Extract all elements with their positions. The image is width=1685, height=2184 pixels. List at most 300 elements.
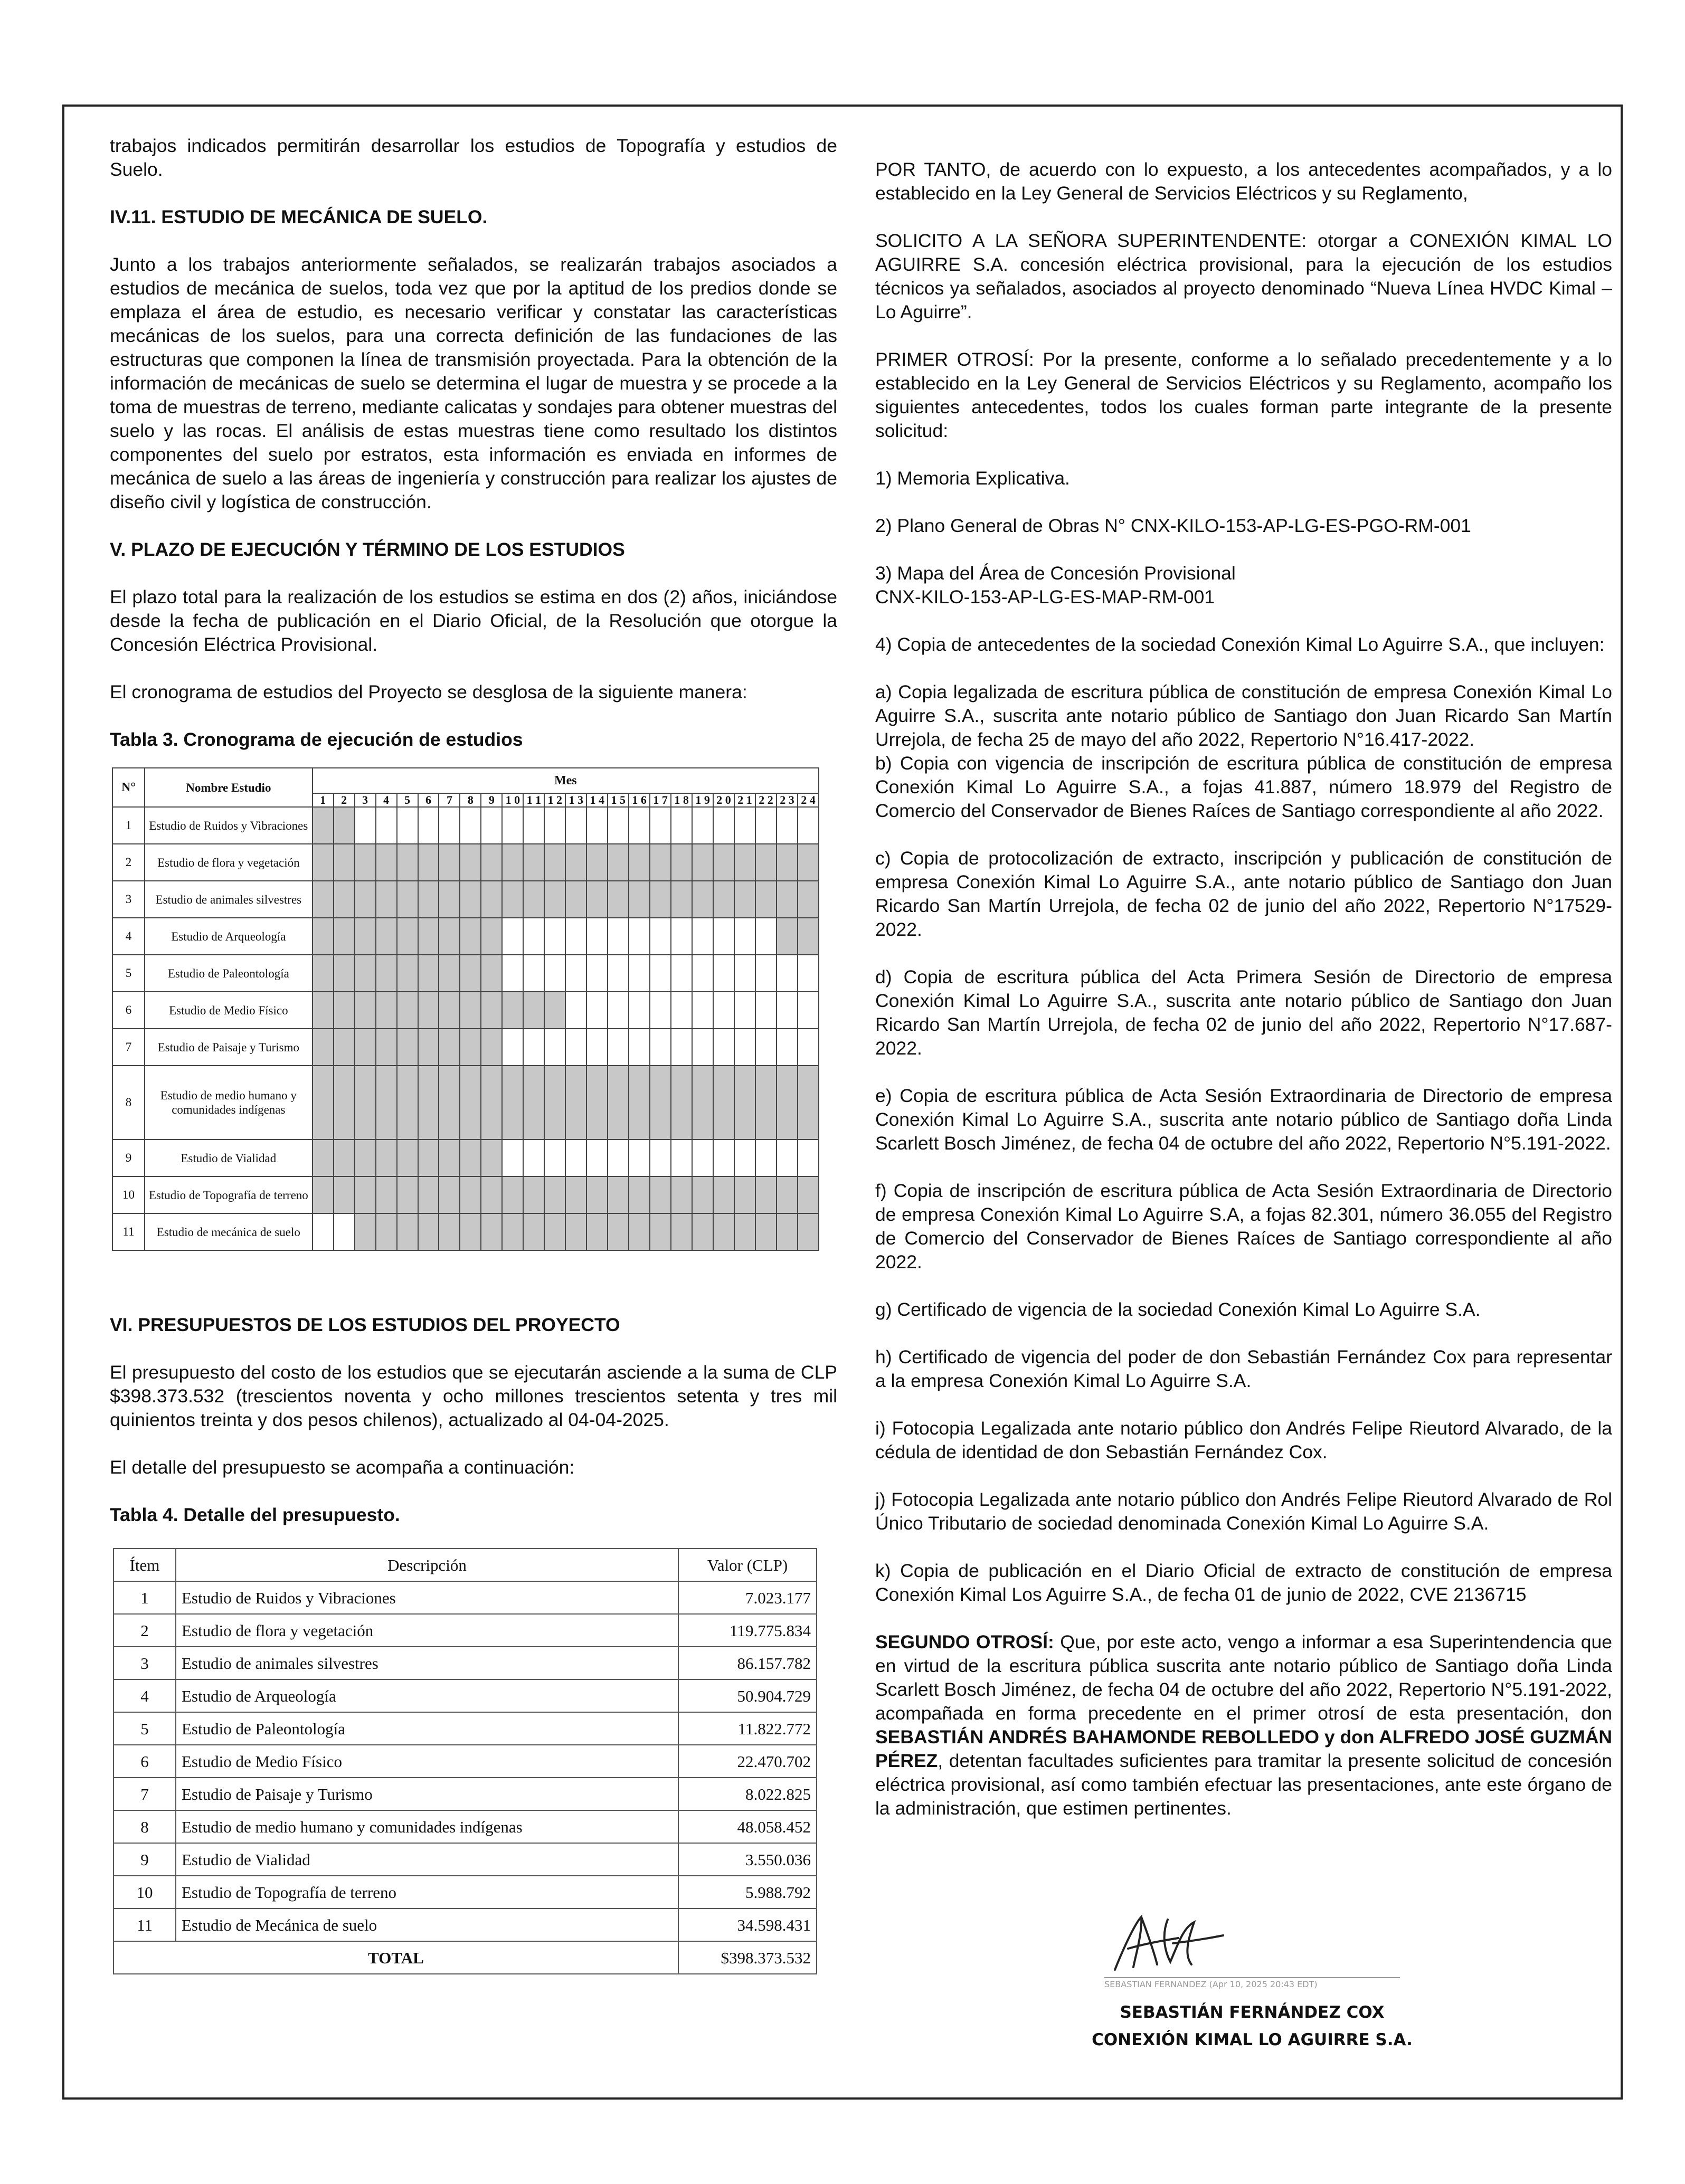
budget-item-number: 5 bbox=[113, 1712, 176, 1745]
schedule-cell-empty bbox=[777, 992, 798, 1029]
schedule-cell-active bbox=[439, 844, 460, 881]
section-heading-vi: VI. PRESUPUESTOS DE LOS ESTUDIOS DEL PROYECTO bbox=[110, 1314, 620, 1335]
schedule-row-number: 3 bbox=[112, 881, 145, 918]
schedule-cell-active bbox=[439, 1213, 460, 1250]
schedule-month-header: 1 0 bbox=[502, 793, 523, 807]
schedule-cell-active bbox=[544, 1066, 565, 1140]
schedule-row bbox=[112, 1176, 819, 1213]
schedule-month-header: 2 3 bbox=[777, 793, 798, 807]
schedule-cell-active bbox=[313, 992, 334, 1029]
schedule-cell-empty bbox=[565, 807, 586, 844]
schedule-row bbox=[112, 992, 819, 1029]
schedule-month-header: 8 bbox=[460, 793, 481, 807]
schedule-cell-active bbox=[376, 1140, 397, 1176]
schedule-cell-active bbox=[418, 881, 439, 918]
schedule-cell-active bbox=[313, 807, 334, 844]
schedule-cell-empty bbox=[777, 807, 798, 844]
schedule-cell-active bbox=[565, 844, 586, 881]
schedule-col-mes: Mes bbox=[313, 768, 819, 793]
schedule-cell-active bbox=[523, 1176, 544, 1213]
schedule-cell-active bbox=[334, 807, 355, 844]
budget-item-number: 10 bbox=[113, 1876, 176, 1908]
schedule-cell-active bbox=[798, 918, 819, 955]
schedule-cell-active bbox=[439, 992, 460, 1029]
schedule-cell-active bbox=[629, 1213, 650, 1250]
schedule-cell-active bbox=[523, 881, 544, 918]
schedule-cell-active bbox=[439, 1029, 460, 1066]
schedule-cell-active bbox=[418, 1213, 439, 1250]
schedule-cell-active bbox=[734, 844, 755, 881]
paragraph-v1: El plazo total para la realización de los estudios se estima en dos (2) años, iniciándose desde la fecha de publicación en el Diario Oficial, de la Resolución que otorgue la Concesión Eléctrica Provisional. bbox=[110, 586, 837, 655]
schedule-month-header: 3 bbox=[355, 793, 376, 807]
schedule-cell-empty bbox=[798, 1029, 819, 1066]
schedule-cell-active bbox=[692, 1176, 713, 1213]
schedule-cell-active bbox=[586, 844, 608, 881]
schedule-cell-empty bbox=[565, 992, 586, 1029]
table3-title: Tabla 3. Cronograma de ejecución de estudios bbox=[110, 729, 523, 750]
schedule-cell-active bbox=[481, 881, 502, 918]
schedule-cell-active bbox=[313, 1066, 334, 1140]
schedule-month-header: 1 2 bbox=[544, 793, 565, 807]
schedule-study-name: Estudio de mecánica de suelo bbox=[145, 1213, 313, 1250]
schedule-table bbox=[112, 767, 819, 1251]
schedule-cell-empty bbox=[798, 807, 819, 844]
schedule-row-number: 10 bbox=[112, 1176, 145, 1213]
budget-description: Estudio de flora y vegetación bbox=[176, 1614, 678, 1647]
schedule-cell-active bbox=[397, 955, 418, 992]
schedule-month-header: 2 1 bbox=[734, 793, 755, 807]
schedule-cell-active bbox=[376, 1066, 397, 1140]
schedule-month-header: 6 bbox=[418, 793, 439, 807]
schedule-row-number: 7 bbox=[112, 1029, 145, 1066]
budget-value: 50.904.729 bbox=[678, 1679, 817, 1712]
schedule-cell-active bbox=[586, 881, 608, 918]
schedule-row-number: 8 bbox=[112, 1066, 145, 1140]
schedule-cell-empty bbox=[565, 918, 586, 955]
schedule-month-header: 1 6 bbox=[629, 793, 650, 807]
schedule-cell-empty bbox=[586, 918, 608, 955]
schedule-cell-active bbox=[397, 1213, 418, 1250]
schedule-cell-active bbox=[355, 955, 376, 992]
handwritten-signature bbox=[1104, 1912, 1231, 1975]
schedule-cell-empty bbox=[650, 955, 671, 992]
schedule-study-name: Estudio de flora y vegetación bbox=[145, 844, 313, 881]
schedule-cell-empty bbox=[523, 918, 544, 955]
budget-value: 11.822.772 bbox=[678, 1712, 817, 1745]
schedule-cell-active bbox=[671, 1176, 692, 1213]
schedule-cell-empty bbox=[734, 918, 755, 955]
schedule-row-number: 6 bbox=[112, 992, 145, 1029]
schedule-cell-empty bbox=[798, 1140, 819, 1176]
list-item-k: k) Copia de publicación en el Diario Oficial de extracto de constitución de empresa Conexión Kimal Los Aguirre S.A., de fecha 01 de junio de 2022, CVE 2136715 bbox=[875, 1560, 1612, 1605]
schedule-cell-empty bbox=[544, 807, 565, 844]
schedule-cell-empty bbox=[692, 807, 713, 844]
paragraph-primer-otrosi: PRIMER OTROSÍ: Por la presente, conforme a lo señalado precedentemente y a lo establecido en la Ley General de Servicios Eléctricos y su Reglamento, acompaño los siguientes antecedentes, todos los cuales forman parte integrante de la presente solicitud: bbox=[875, 349, 1612, 441]
schedule-row-number: 9 bbox=[112, 1140, 145, 1176]
schedule-cell-empty bbox=[544, 918, 565, 955]
schedule-study-name: Estudio de animales silvestres bbox=[145, 881, 313, 918]
list-item-4: 4) Copia de antecedentes de la sociedad Conexión Kimal Lo Aguirre S.A., que incluyen: bbox=[875, 634, 1605, 655]
budget-row bbox=[113, 1843, 817, 1876]
schedule-row bbox=[112, 1140, 819, 1176]
schedule-cell-active bbox=[777, 844, 798, 881]
schedule-cell-active bbox=[586, 1176, 608, 1213]
schedule-cell-active bbox=[565, 1213, 586, 1250]
budget-description: Estudio de Vialidad bbox=[176, 1843, 678, 1876]
schedule-cell-empty bbox=[671, 807, 692, 844]
budget-row bbox=[113, 1679, 817, 1712]
schedule-cell-active bbox=[481, 1029, 502, 1066]
budget-description: Estudio de medio humano y comunidades indígenas bbox=[176, 1810, 678, 1843]
schedule-cell-active bbox=[418, 992, 439, 1029]
schedule-cell-empty bbox=[755, 1029, 777, 1066]
schedule-cell-active bbox=[671, 881, 692, 918]
budget-total-row bbox=[113, 1941, 817, 1974]
schedule-cell-empty bbox=[523, 1029, 544, 1066]
budget-col-item: Ítem bbox=[113, 1549, 176, 1581]
schedule-cell-active bbox=[355, 992, 376, 1029]
segundo-otrosi-text-2: , detentan facultades suficientes para tramitar la presente solicitud de concesión eléctrica provisional, así como también efectuar las presentaciones, ante este órgano de la administración, que estimen pertinentes. bbox=[875, 1750, 1612, 1819]
schedule-cell-active bbox=[650, 844, 671, 881]
schedule-cell-active bbox=[544, 1213, 565, 1250]
schedule-cell-empty bbox=[650, 807, 671, 844]
schedule-cell-active bbox=[397, 1029, 418, 1066]
schedule-cell-empty bbox=[713, 955, 734, 992]
schedule-cell-empty bbox=[439, 807, 460, 844]
schedule-row-number: 1 bbox=[112, 807, 145, 844]
schedule-cell-empty bbox=[481, 807, 502, 844]
schedule-cell-empty bbox=[629, 955, 650, 992]
schedule-cell-empty bbox=[586, 1140, 608, 1176]
schedule-month-header: 2 bbox=[334, 793, 355, 807]
schedule-cell-active bbox=[798, 1066, 819, 1140]
schedule-cell-active bbox=[565, 1066, 586, 1140]
list-item-3-title: 3) Mapa del Área de Concesión Provisional bbox=[875, 563, 1236, 584]
budget-description: Estudio de Mecánica de suelo bbox=[176, 1908, 678, 1941]
schedule-cell-empty bbox=[418, 807, 439, 844]
list-item-a: a) Copia legalizada de escritura pública de constitución de empresa Conexión Kimal Lo Aguirre S.A., suscrita ante notario público de Santiago don Juan Ricardo San Martín Urrejola, de fecha 25 de mayo del año 2022, Repertorio N°16.417-2022. bbox=[875, 681, 1612, 750]
schedule-cell-active bbox=[629, 1066, 650, 1140]
schedule-cell-active bbox=[397, 918, 418, 955]
schedule-cell-active bbox=[460, 992, 481, 1029]
schedule-cell-empty bbox=[608, 992, 629, 1029]
schedule-cell-empty bbox=[523, 807, 544, 844]
budget-row bbox=[113, 1712, 817, 1745]
budget-value: 119.775.834 bbox=[678, 1614, 817, 1647]
signer-name: SEBASTIÁN FERNÁNDEZ COX bbox=[1120, 2003, 1385, 2022]
schedule-month-header: 1 8 bbox=[671, 793, 692, 807]
schedule-cell-active bbox=[376, 881, 397, 918]
paragraph-vi1: El presupuesto del costo de los estudios que se ejecutarán asciende a la suma de CLP $398.373.532 (trescientos noventa y ocho millones trescientos setenta y tres mil quinientos treinta y dos pesos chilenos), actualizado al 04-04-2025. bbox=[110, 1362, 837, 1430]
budget-item-number: 3 bbox=[113, 1647, 176, 1679]
schedule-cell-active bbox=[798, 844, 819, 881]
schedule-cell-active bbox=[397, 844, 418, 881]
schedule-cell-active bbox=[671, 1213, 692, 1250]
schedule-cell-empty bbox=[692, 918, 713, 955]
schedule-study-name: Estudio de Paleontología bbox=[145, 955, 313, 992]
schedule-cell-active bbox=[334, 844, 355, 881]
list-item-1: 1) Memoria Explicativa. bbox=[875, 468, 1070, 489]
schedule-cell-active bbox=[502, 844, 523, 881]
schedule-cell-active bbox=[755, 844, 777, 881]
segundo-otrosi-label: SEGUNDO OTROSÍ: bbox=[875, 1631, 1054, 1653]
segundo-otrosi-names: SEBASTIÁN ANDRÉS BAHAMONDE REBOLLEDO y don ALFREDO JOSÉ GUZMÁN PÉREZ bbox=[875, 1726, 1612, 1771]
budget-table bbox=[113, 1548, 817, 1974]
budget-col-value: Valor (CLP) bbox=[678, 1549, 817, 1581]
schedule-cell-active bbox=[418, 844, 439, 881]
schedule-col-name: Nombre Estudio bbox=[145, 768, 313, 807]
signature-timestamp: SEBASTIAN FERNANDEZ (Apr 10, 2025 20:43 EDT) bbox=[1104, 1979, 1318, 1989]
schedule-cell-active bbox=[460, 1176, 481, 1213]
budget-value: 48.058.452 bbox=[678, 1810, 817, 1843]
schedule-cell-empty bbox=[755, 955, 777, 992]
schedule-cell-empty bbox=[565, 1029, 586, 1066]
schedule-cell-active bbox=[334, 992, 355, 1029]
schedule-cell-active bbox=[692, 1066, 713, 1140]
budget-row bbox=[113, 1614, 817, 1647]
schedule-cell-empty bbox=[713, 992, 734, 1029]
schedule-row bbox=[112, 955, 819, 992]
schedule-cell-empty bbox=[502, 955, 523, 992]
budget-description: Estudio de Topografía de terreno bbox=[176, 1876, 678, 1908]
budget-value: 7.023.177 bbox=[678, 1581, 817, 1614]
schedule-cell-active bbox=[692, 881, 713, 918]
schedule-row-number: 4 bbox=[112, 918, 145, 955]
section-heading-v: V. PLAZO DE EJECUCIÓN Y TÉRMINO DE LOS ESTUDIOS bbox=[110, 539, 625, 560]
schedule-cell-active bbox=[608, 1066, 629, 1140]
schedule-cell-empty bbox=[608, 955, 629, 992]
schedule-cell-empty bbox=[713, 1029, 734, 1066]
list-item-d: d) Copia de escritura pública del Acta Primera Sesión de Directorio de empresa Conexión Kimal Lo Aguirre S.A., suscrita ante notario público de Santiago don Juan Ricardo San Martín Urrejola, de fecha 02 de junio del año 2022, Repertorio N°17.687-2022. bbox=[875, 966, 1612, 1059]
schedule-cell-active bbox=[460, 918, 481, 955]
schedule-cell-active bbox=[734, 1213, 755, 1250]
schedule-cell-active bbox=[334, 1029, 355, 1066]
schedule-cell-active bbox=[439, 1176, 460, 1213]
schedule-row bbox=[112, 1029, 819, 1066]
schedule-cell-active bbox=[650, 1176, 671, 1213]
schedule-cell-active bbox=[713, 844, 734, 881]
schedule-row bbox=[112, 918, 819, 955]
schedule-cell-empty bbox=[777, 1029, 798, 1066]
schedule-cell-empty bbox=[544, 1029, 565, 1066]
schedule-cell-empty bbox=[544, 955, 565, 992]
schedule-study-name: Estudio de Topografía de terreno bbox=[145, 1176, 313, 1213]
schedule-cell-empty bbox=[734, 955, 755, 992]
schedule-month-header: 2 0 bbox=[713, 793, 734, 807]
schedule-body bbox=[112, 807, 819, 1250]
schedule-cell-active bbox=[544, 881, 565, 918]
schedule-cell-active bbox=[502, 992, 523, 1029]
budget-body bbox=[113, 1581, 817, 1941]
budget-row bbox=[113, 1778, 817, 1810]
schedule-cell-active bbox=[608, 881, 629, 918]
schedule-cell-empty bbox=[650, 1029, 671, 1066]
schedule-cell-empty bbox=[798, 955, 819, 992]
schedule-study-name: Estudio de Ruidos y Vibraciones bbox=[145, 807, 313, 844]
budget-item-number: 7 bbox=[113, 1778, 176, 1810]
schedule-cell-empty bbox=[460, 807, 481, 844]
budget-item-number: 4 bbox=[113, 1679, 176, 1712]
budget-col-desc: Descripción bbox=[176, 1549, 678, 1581]
budget-description: Estudio de Medio Físico bbox=[176, 1745, 678, 1778]
schedule-cell-active bbox=[397, 1066, 418, 1140]
schedule-cell-active bbox=[523, 992, 544, 1029]
budget-value: 22.470.702 bbox=[678, 1745, 817, 1778]
schedule-cell-empty bbox=[777, 955, 798, 992]
schedule-cell-active bbox=[460, 1066, 481, 1140]
schedule-cell-active bbox=[460, 1213, 481, 1250]
schedule-cell-empty bbox=[586, 955, 608, 992]
schedule-cell-active bbox=[629, 881, 650, 918]
schedule-month-header: 2 4 bbox=[798, 793, 819, 807]
schedule-cell-active bbox=[334, 881, 355, 918]
schedule-cell-empty bbox=[734, 1029, 755, 1066]
schedule-cell-empty bbox=[713, 1140, 734, 1176]
schedule-row bbox=[112, 881, 819, 918]
budget-value: 86.157.782 bbox=[678, 1647, 817, 1679]
schedule-cell-active bbox=[777, 1066, 798, 1140]
schedule-cell-active bbox=[502, 881, 523, 918]
schedule-cell-active bbox=[313, 844, 334, 881]
schedule-cell-empty bbox=[313, 1213, 334, 1250]
schedule-cell-active bbox=[313, 1029, 334, 1066]
schedule-cell-active bbox=[629, 844, 650, 881]
schedule-row bbox=[112, 807, 819, 844]
schedule-cell-active bbox=[523, 844, 544, 881]
schedule-cell-active bbox=[734, 881, 755, 918]
schedule-cell-empty bbox=[586, 807, 608, 844]
schedule-cell-empty bbox=[397, 807, 418, 844]
schedule-cell-empty bbox=[755, 918, 777, 955]
budget-item-number: 11 bbox=[113, 1908, 176, 1941]
schedule-header-row bbox=[112, 768, 819, 793]
budget-item-number: 2 bbox=[113, 1614, 176, 1647]
schedule-cell-active bbox=[755, 1213, 777, 1250]
schedule-cell-active bbox=[713, 1176, 734, 1213]
schedule-col-no: N° bbox=[112, 768, 145, 807]
schedule-cell-active bbox=[418, 918, 439, 955]
budget-item-number: 8 bbox=[113, 1810, 176, 1843]
schedule-cell-empty bbox=[629, 1029, 650, 1066]
schedule-cell-active bbox=[713, 881, 734, 918]
schedule-cell-active bbox=[650, 1066, 671, 1140]
schedule-cell-active bbox=[565, 881, 586, 918]
schedule-cell-active bbox=[692, 844, 713, 881]
schedule-cell-active bbox=[481, 844, 502, 881]
schedule-cell-empty bbox=[671, 955, 692, 992]
segundo-otrosi-text-1: Que, por este acto, vengo a informar a esa Superintendencia que en virtud de la escritura pública suscrita ante notario público de Santiago doña Linda Scarlett Bosch Jiménez, de fecha 04 de octubre del año 2022, Repertorio N°5.191-2022, acompañada en forma precedente en el primer otrosí de esta presentación, don bbox=[875, 1631, 1612, 1724]
list-item-j: j) Fotocopia Legalizada ante notario público don Andrés Felipe Rieutord Alvarado de Rol Único Tributario de sociedad denominada Conexión Kimal Lo Aguirre S.A. bbox=[875, 1489, 1612, 1534]
schedule-cell-empty bbox=[713, 807, 734, 844]
schedule-cell-active bbox=[439, 1066, 460, 1140]
schedule-cell-empty bbox=[650, 1140, 671, 1176]
schedule-cell-active bbox=[713, 1066, 734, 1140]
schedule-cell-empty bbox=[565, 1140, 586, 1176]
schedule-cell-empty bbox=[755, 807, 777, 844]
list-item-g: g) Certificado de vigencia de la sociedad Conexión Kimal Lo Aguirre S.A. bbox=[875, 1299, 1481, 1320]
schedule-cell-empty bbox=[544, 1140, 565, 1176]
signer-company: CONEXIÓN KIMAL LO AGUIRRE S.A. bbox=[1092, 2030, 1413, 2049]
schedule-cell-empty bbox=[502, 1029, 523, 1066]
budget-value: 8.022.825 bbox=[678, 1778, 817, 1810]
schedule-cell-empty bbox=[334, 1213, 355, 1250]
schedule-cell-empty bbox=[692, 1140, 713, 1176]
budget-value: 3.550.036 bbox=[678, 1843, 817, 1876]
schedule-row-number: 5 bbox=[112, 955, 145, 992]
budget-description: Estudio de Ruidos y Vibraciones bbox=[176, 1581, 678, 1614]
schedule-cell-empty bbox=[650, 918, 671, 955]
schedule-cell-active bbox=[502, 1213, 523, 1250]
schedule-cell-empty bbox=[755, 1140, 777, 1176]
schedule-cell-empty bbox=[692, 992, 713, 1029]
schedule-cell-active bbox=[755, 1176, 777, 1213]
schedule-cell-active bbox=[418, 1176, 439, 1213]
schedule-cell-active bbox=[313, 1140, 334, 1176]
budget-item-number: 9 bbox=[113, 1843, 176, 1876]
schedule-cell-active bbox=[397, 1176, 418, 1213]
schedule-cell-active bbox=[671, 1066, 692, 1140]
schedule-cell-active bbox=[460, 881, 481, 918]
list-item-2: 2) Plano General de Obras N° CNX-KILO-153-AP-LG-ES-PGO-RM-001 bbox=[875, 515, 1471, 536]
budget-row bbox=[113, 1810, 817, 1843]
schedule-month-header: 1 1 bbox=[523, 793, 544, 807]
table4-title: Tabla 4. Detalle del presupuesto. bbox=[110, 1504, 400, 1525]
paragraph-v2: El cronograma de estudios del Proyecto se desglosa de la siguiente manera: bbox=[110, 681, 747, 702]
schedule-row bbox=[112, 1066, 819, 1140]
schedule-cell-active bbox=[397, 1140, 418, 1176]
schedule-cell-active bbox=[544, 1176, 565, 1213]
schedule-row bbox=[112, 1213, 819, 1250]
schedule-month-header: 1 3 bbox=[565, 793, 586, 807]
schedule-cell-active bbox=[439, 881, 460, 918]
budget-row bbox=[113, 1581, 817, 1614]
paragraph-vi2: El detalle del presupuesto se acompaña a continuación: bbox=[110, 1457, 575, 1478]
schedule-cell-active bbox=[734, 1066, 755, 1140]
list-item-c: c) Copia de protocolización de extracto, inscripción y publicación de constitución de empresa Conexión Kimal Lo Aguirre S.A., ante notario público de Santiago don Juan Ricardo San Martín Urrejola, de fecha 02 de junio del año 2022, Repertorio N°17529-2022. bbox=[875, 848, 1612, 940]
paragraph-solicito: SOLICITO A LA SEÑORA SUPERINTENDENTE: otorgar a CONEXIÓN KIMAL LO AGUIRRE S.A. concesión eléctrica provisional, para la ejecución de los estudios técnicos ya señalados, asociados al proyecto denominado “Nueva Línea HVDC Kimal – Lo Aguirre”. bbox=[875, 230, 1612, 322]
schedule-cell-active bbox=[355, 1066, 376, 1140]
schedule-cell-active bbox=[439, 1140, 460, 1176]
schedule-cell-empty bbox=[523, 1140, 544, 1176]
schedule-cell-active bbox=[523, 1066, 544, 1140]
budget-row bbox=[113, 1647, 817, 1679]
schedule-cell-active bbox=[650, 1213, 671, 1250]
schedule-cell-active bbox=[376, 844, 397, 881]
schedule-cell-active bbox=[713, 1213, 734, 1250]
schedule-cell-active bbox=[777, 918, 798, 955]
schedule-month-header: 1 bbox=[313, 793, 334, 807]
schedule-cell-active bbox=[334, 1066, 355, 1140]
schedule-cell-active bbox=[481, 918, 502, 955]
schedule-cell-active bbox=[397, 992, 418, 1029]
schedule-cell-active bbox=[439, 918, 460, 955]
intro-paragraph: trabajos indicados permitirán desarrollar los estudios de Topografía y estudios de Suelo. bbox=[110, 135, 837, 180]
schedule-cell-active bbox=[586, 1213, 608, 1250]
schedule-cell-active bbox=[692, 1213, 713, 1250]
schedule-cell-active bbox=[355, 1176, 376, 1213]
list-item-i: i) Fotocopia Legalizada ante notario público don Andrés Felipe Rieutord Alvarado, de la cédula de identidad de don Sebastián Fernández Cox. bbox=[875, 1418, 1612, 1463]
list-item-3-code: CNX-KILO-153-AP-LG-ES-MAP-RM-001 bbox=[875, 586, 1215, 607]
schedule-month-header: 1 9 bbox=[692, 793, 713, 807]
schedule-row-number: 2 bbox=[112, 844, 145, 881]
budget-row bbox=[113, 1876, 817, 1908]
schedule-cell-active bbox=[418, 1066, 439, 1140]
schedule-month-header: 1 4 bbox=[586, 793, 608, 807]
schedule-cell-empty bbox=[692, 1029, 713, 1066]
page-frame bbox=[62, 105, 1623, 2100]
schedule-cell-empty bbox=[376, 807, 397, 844]
schedule-cell-active bbox=[671, 844, 692, 881]
